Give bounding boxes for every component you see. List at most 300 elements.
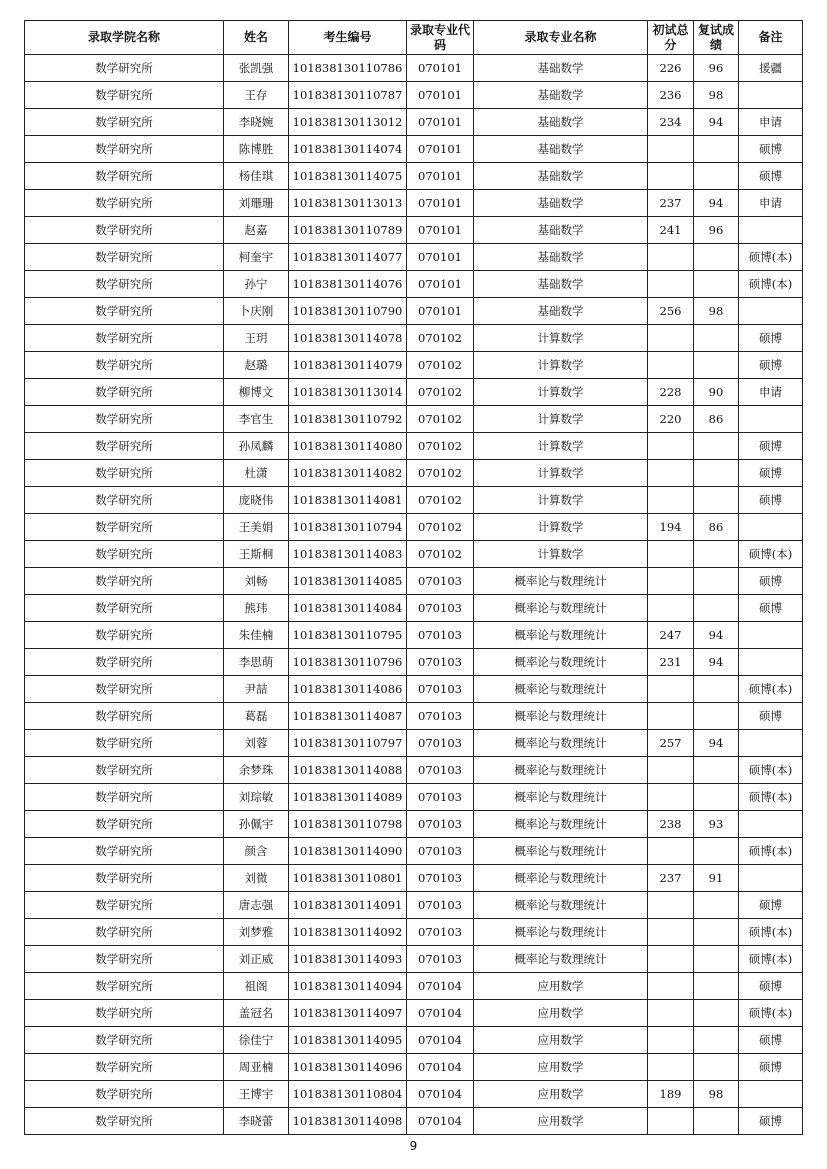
cell-initial-score: 189: [648, 1081, 694, 1108]
cell-initial-score: 237: [648, 190, 694, 217]
cell-retest-score: 98: [694, 82, 739, 109]
cell-institute: 数学研究所: [25, 838, 224, 865]
cell-candidate-no: 101838130114074: [289, 136, 407, 163]
cell-major-name: 应用数学: [474, 1108, 648, 1135]
cell-institute: 数学研究所: [25, 649, 224, 676]
table-row: [25, 460, 803, 487]
cell-remark: 申请: [739, 190, 803, 217]
table-row: [25, 622, 803, 649]
table-row: [25, 433, 803, 460]
cell-name: 卜庆刚: [224, 298, 289, 325]
cell-candidate-no: 101838130114082: [289, 460, 407, 487]
cell-retest-score: 94: [694, 649, 739, 676]
cell-candidate-no: 101838130114096: [289, 1054, 407, 1081]
cell-retest-score: 86: [694, 406, 739, 433]
cell-institute: 数学研究所: [25, 244, 224, 271]
cell-candidate-no: 101838130114078: [289, 325, 407, 352]
cell-initial-score: [648, 1027, 694, 1054]
cell-institute: 数学研究所: [25, 298, 224, 325]
cell-major-code: 070103: [407, 811, 474, 838]
cell-retest-score: 93: [694, 811, 739, 838]
cell-major-code: 070104: [407, 973, 474, 1000]
cell-institute: 数学研究所: [25, 136, 224, 163]
header-major-code: 录取专业代码: [407, 21, 474, 55]
cell-major-name: 应用数学: [474, 973, 648, 1000]
cell-institute: 数学研究所: [25, 487, 224, 514]
cell-retest-score: 91: [694, 865, 739, 892]
cell-major-code: 070103: [407, 865, 474, 892]
cell-name: 周亚楠: [224, 1054, 289, 1081]
cell-name: 柳博文: [224, 379, 289, 406]
table-row: [25, 109, 803, 136]
cell-retest-score: [694, 946, 739, 973]
cell-candidate-no: 101838130114081: [289, 487, 407, 514]
cell-major-code: 070103: [407, 595, 474, 622]
cell-major-name: 计算数学: [474, 433, 648, 460]
table-row: [25, 55, 803, 82]
cell-remark: 硕博(本): [739, 919, 803, 946]
cell-initial-score: [648, 703, 694, 730]
cell-remark: 硕博(本): [739, 838, 803, 865]
cell-candidate-no: 101838130114080: [289, 433, 407, 460]
table-row: [25, 946, 803, 973]
table-row: [25, 919, 803, 946]
cell-major-name: 应用数学: [474, 1000, 648, 1027]
table-row: [25, 406, 803, 433]
table-row: [25, 352, 803, 379]
cell-remark: 援疆: [739, 55, 803, 82]
cell-name: 王存: [224, 82, 289, 109]
cell-major-name: 概率论与数理统计: [474, 568, 648, 595]
cell-retest-score: 86: [694, 514, 739, 541]
cell-major-code: 070104: [407, 1054, 474, 1081]
cell-major-name: 概率论与数理统计: [474, 649, 648, 676]
cell-name: 赵嘉: [224, 217, 289, 244]
cell-major-code: 070104: [407, 1000, 474, 1027]
cell-candidate-no: 101838130114097: [289, 1000, 407, 1027]
cell-initial-score: [648, 271, 694, 298]
table-row: [25, 379, 803, 406]
table-row: [25, 1054, 803, 1081]
table-row: [25, 757, 803, 784]
cell-major-code: 070103: [407, 838, 474, 865]
cell-retest-score: [694, 271, 739, 298]
cell-remark: [739, 82, 803, 109]
cell-major-name: 概率论与数理统计: [474, 622, 648, 649]
cell-initial-score: [648, 325, 694, 352]
cell-initial-score: [648, 919, 694, 946]
cell-candidate-no: 101838130114088: [289, 757, 407, 784]
cell-name: 唐志强: [224, 892, 289, 919]
cell-major-name: 概率论与数理统计: [474, 703, 648, 730]
cell-remark: 硕博: [739, 1054, 803, 1081]
cell-initial-score: [648, 352, 694, 379]
cell-major-code: 070102: [407, 352, 474, 379]
admission-table-container: [24, 20, 802, 1135]
header-major-name: 录取专业名称: [474, 21, 648, 55]
cell-initial-score: [648, 1108, 694, 1135]
page-number: 9: [409, 1139, 418, 1153]
cell-candidate-no: 101838130113012: [289, 109, 407, 136]
cell-initial-score: [648, 757, 694, 784]
cell-retest-score: 94: [694, 190, 739, 217]
cell-remark: [739, 811, 803, 838]
cell-major-name: 应用数学: [474, 1081, 648, 1108]
cell-name: 孙凤麟: [224, 433, 289, 460]
cell-candidate-no: 101838130114092: [289, 919, 407, 946]
cell-name: 张凯强: [224, 55, 289, 82]
table-row: [25, 487, 803, 514]
cell-major-code: 070102: [407, 325, 474, 352]
table-row: [25, 541, 803, 568]
cell-major-name: 概率论与数理统计: [474, 811, 648, 838]
cell-major-code: 070103: [407, 568, 474, 595]
table-header-row: [25, 21, 803, 55]
cell-retest-score: [694, 487, 739, 514]
cell-major-code: 070101: [407, 271, 474, 298]
table-row: [25, 865, 803, 892]
cell-initial-score: 194: [648, 514, 694, 541]
cell-initial-score: 234: [648, 109, 694, 136]
cell-candidate-no: 101838130110792: [289, 406, 407, 433]
table-row: [25, 271, 803, 298]
cell-major-name: 基础数学: [474, 163, 648, 190]
cell-retest-score: [694, 352, 739, 379]
cell-institute: 数学研究所: [25, 865, 224, 892]
cell-remark: 硕博: [739, 973, 803, 1000]
cell-major-name: 基础数学: [474, 271, 648, 298]
header-retest-score: 复试成绩: [694, 21, 739, 55]
cell-name: 刘珊珊: [224, 190, 289, 217]
cell-retest-score: [694, 325, 739, 352]
cell-retest-score: 94: [694, 109, 739, 136]
cell-remark: 硕博(本): [739, 244, 803, 271]
cell-institute: 数学研究所: [25, 973, 224, 1000]
cell-name: 李思萌: [224, 649, 289, 676]
cell-major-name: 计算数学: [474, 379, 648, 406]
cell-name: 孙佩宇: [224, 811, 289, 838]
cell-name: 李官生: [224, 406, 289, 433]
table-row: [25, 730, 803, 757]
cell-initial-score: [648, 460, 694, 487]
cell-retest-score: [694, 973, 739, 1000]
cell-candidate-no: 101838130113013: [289, 190, 407, 217]
cell-name: 王斯桐: [224, 541, 289, 568]
cell-major-code: 070104: [407, 1027, 474, 1054]
cell-major-name: 计算数学: [474, 514, 648, 541]
cell-candidate-no: 101838130114085: [289, 568, 407, 595]
cell-name: 杜潇: [224, 460, 289, 487]
cell-major-code: 070101: [407, 55, 474, 82]
cell-retest-score: [694, 595, 739, 622]
cell-name: 盖冠名: [224, 1000, 289, 1027]
cell-initial-score: 237: [648, 865, 694, 892]
cell-name: 葛磊: [224, 703, 289, 730]
cell-remark: 硕博: [739, 460, 803, 487]
cell-major-name: 应用数学: [474, 1054, 648, 1081]
table-row: [25, 1108, 803, 1135]
cell-name: 刘畅: [224, 568, 289, 595]
cell-major-name: 概率论与数理统计: [474, 892, 648, 919]
cell-major-name: 概率论与数理统计: [474, 757, 648, 784]
cell-name: 孙宁: [224, 271, 289, 298]
table-row: [25, 325, 803, 352]
cell-remark: 硕博(本): [739, 1000, 803, 1027]
table-row: [25, 1000, 803, 1027]
cell-initial-score: [648, 1000, 694, 1027]
cell-institute: 数学研究所: [25, 433, 224, 460]
cell-major-name: 基础数学: [474, 109, 648, 136]
cell-institute: 数学研究所: [25, 1108, 224, 1135]
cell-candidate-no: 101838130110789: [289, 217, 407, 244]
cell-remark: 硕博: [739, 325, 803, 352]
cell-retest-score: 90: [694, 379, 739, 406]
cell-retest-score: [694, 757, 739, 784]
cell-candidate-no: 101838130110787: [289, 82, 407, 109]
cell-major-code: 070101: [407, 244, 474, 271]
cell-remark: [739, 514, 803, 541]
cell-major-name: 应用数学: [474, 1027, 648, 1054]
cell-institute: 数学研究所: [25, 352, 224, 379]
cell-major-code: 070101: [407, 82, 474, 109]
cell-remark: [739, 730, 803, 757]
cell-name: 刘梦雅: [224, 919, 289, 946]
cell-candidate-no: 101838130110804: [289, 1081, 407, 1108]
cell-retest-score: [694, 136, 739, 163]
cell-retest-score: [694, 676, 739, 703]
cell-remark: 申请: [739, 109, 803, 136]
table-row: [25, 82, 803, 109]
cell-remark: 硕博: [739, 568, 803, 595]
cell-candidate-no: 101838130114079: [289, 352, 407, 379]
cell-initial-score: [648, 163, 694, 190]
cell-institute: 数学研究所: [25, 1054, 224, 1081]
cell-major-name: 概率论与数理统计: [474, 730, 648, 757]
cell-major-name: 概率论与数理统计: [474, 838, 648, 865]
cell-major-name: 基础数学: [474, 55, 648, 82]
cell-candidate-no: 101838130114090: [289, 838, 407, 865]
cell-major-code: 070101: [407, 217, 474, 244]
cell-institute: 数学研究所: [25, 1027, 224, 1054]
cell-major-code: 070103: [407, 649, 474, 676]
cell-name: 刘蓉: [224, 730, 289, 757]
cell-major-name: 计算数学: [474, 325, 648, 352]
table-row: [25, 838, 803, 865]
cell-candidate-no: 101838130114093: [289, 946, 407, 973]
cell-retest-score: 96: [694, 217, 739, 244]
table-row: [25, 595, 803, 622]
cell-name: 刘微: [224, 865, 289, 892]
cell-initial-score: 238: [648, 811, 694, 838]
cell-initial-score: 226: [648, 55, 694, 82]
cell-major-name: 基础数学: [474, 217, 648, 244]
cell-major-name: 计算数学: [474, 460, 648, 487]
cell-major-code: 070102: [407, 379, 474, 406]
cell-initial-score: 236: [648, 82, 694, 109]
cell-major-name: 基础数学: [474, 82, 648, 109]
cell-candidate-no: 101838130110795: [289, 622, 407, 649]
cell-major-code: 070101: [407, 298, 474, 325]
cell-candidate-no: 101838130114083: [289, 541, 407, 568]
cell-retest-score: 94: [694, 622, 739, 649]
cell-candidate-no: 101838130114087: [289, 703, 407, 730]
cell-major-code: 070104: [407, 1108, 474, 1135]
cell-initial-score: [648, 892, 694, 919]
cell-major-code: 070104: [407, 1081, 474, 1108]
table-row: [25, 1027, 803, 1054]
cell-retest-score: [694, 703, 739, 730]
cell-name: 徐佳宁: [224, 1027, 289, 1054]
cell-name: 颜含: [224, 838, 289, 865]
cell-retest-score: [694, 1027, 739, 1054]
cell-major-name: 概率论与数理统计: [474, 946, 648, 973]
cell-retest-score: [694, 244, 739, 271]
cell-name: 余梦珠: [224, 757, 289, 784]
cell-major-code: 070103: [407, 676, 474, 703]
cell-major-code: 070102: [407, 460, 474, 487]
cell-major-code: 070103: [407, 784, 474, 811]
cell-institute: 数学研究所: [25, 811, 224, 838]
header-candidate-no: 考生编号: [289, 21, 407, 55]
cell-major-name: 概率论与数理统计: [474, 595, 648, 622]
cell-initial-score: 257: [648, 730, 694, 757]
cell-major-name: 计算数学: [474, 541, 648, 568]
table-row: [25, 136, 803, 163]
cell-candidate-no: 101838130114091: [289, 892, 407, 919]
cell-remark: 申请: [739, 379, 803, 406]
cell-remark: 硕博: [739, 433, 803, 460]
cell-major-code: 070101: [407, 136, 474, 163]
cell-major-code: 070102: [407, 514, 474, 541]
cell-institute: 数学研究所: [25, 514, 224, 541]
cell-retest-score: [694, 919, 739, 946]
cell-major-name: 计算数学: [474, 406, 648, 433]
cell-initial-score: [648, 676, 694, 703]
cell-candidate-no: 101838130110786: [289, 55, 407, 82]
cell-remark: [739, 649, 803, 676]
cell-name: 李晓婉: [224, 109, 289, 136]
cell-initial-score: 228: [648, 379, 694, 406]
cell-candidate-no: 101838130114075: [289, 163, 407, 190]
cell-remark: [739, 406, 803, 433]
cell-institute: 数学研究所: [25, 784, 224, 811]
table-row: [25, 703, 803, 730]
cell-institute: 数学研究所: [25, 217, 224, 244]
cell-institute: 数学研究所: [25, 676, 224, 703]
header-name: 姓名: [224, 21, 289, 55]
cell-institute: 数学研究所: [25, 703, 224, 730]
cell-remark: 硕博: [739, 1027, 803, 1054]
cell-name: 刘琮敏: [224, 784, 289, 811]
cell-major-code: 070101: [407, 190, 474, 217]
cell-initial-score: [648, 541, 694, 568]
cell-major-name: 基础数学: [474, 244, 648, 271]
cell-remark: 硕博: [739, 1108, 803, 1135]
cell-initial-score: [648, 838, 694, 865]
cell-institute: 数学研究所: [25, 271, 224, 298]
cell-institute: 数学研究所: [25, 82, 224, 109]
cell-major-code: 070103: [407, 703, 474, 730]
cell-major-code: 070103: [407, 730, 474, 757]
cell-institute: 数学研究所: [25, 946, 224, 973]
cell-name: 李晓蕾: [224, 1108, 289, 1135]
table-row: [25, 1081, 803, 1108]
cell-retest-score: [694, 460, 739, 487]
cell-candidate-no: 101838130110801: [289, 865, 407, 892]
cell-institute: 数学研究所: [25, 163, 224, 190]
cell-candidate-no: 101838130114089: [289, 784, 407, 811]
cell-remark: 硕博(本): [739, 946, 803, 973]
cell-candidate-no: 101838130110797: [289, 730, 407, 757]
cell-candidate-no: 101838130110796: [289, 649, 407, 676]
cell-major-name: 计算数学: [474, 487, 648, 514]
cell-remark: 硕博(本): [739, 541, 803, 568]
cell-retest-score: [694, 784, 739, 811]
cell-retest-score: [694, 433, 739, 460]
cell-initial-score: [648, 595, 694, 622]
cell-name: 王博宇: [224, 1081, 289, 1108]
cell-name: 陈博胜: [224, 136, 289, 163]
cell-institute: 数学研究所: [25, 568, 224, 595]
cell-institute: 数学研究所: [25, 541, 224, 568]
table-row: [25, 892, 803, 919]
cell-major-code: 070103: [407, 946, 474, 973]
cell-name: 柯奎宇: [224, 244, 289, 271]
table-row: [25, 244, 803, 271]
cell-retest-score: [694, 1054, 739, 1081]
cell-initial-score: 220: [648, 406, 694, 433]
cell-candidate-no: 101838130114086: [289, 676, 407, 703]
cell-name: 王玥: [224, 325, 289, 352]
cell-institute: 数学研究所: [25, 919, 224, 946]
cell-remark: 硕博: [739, 163, 803, 190]
table-row: [25, 298, 803, 325]
table-body: [25, 55, 803, 1135]
cell-major-code: 070103: [407, 919, 474, 946]
cell-initial-score: [648, 973, 694, 1000]
cell-candidate-no: 101838130114077: [289, 244, 407, 271]
cell-name: 尹喆: [224, 676, 289, 703]
cell-major-code: 070102: [407, 433, 474, 460]
cell-initial-score: [648, 1054, 694, 1081]
cell-major-code: 070103: [407, 892, 474, 919]
cell-name: 杨佳琪: [224, 163, 289, 190]
cell-name: 王美娟: [224, 514, 289, 541]
table-row: [25, 190, 803, 217]
table-row: [25, 676, 803, 703]
cell-major-name: 概率论与数理统计: [474, 676, 648, 703]
cell-name: 祖阁: [224, 973, 289, 1000]
header-institute: 录取学院名称: [25, 21, 224, 55]
table-row: [25, 973, 803, 1000]
cell-initial-score: 256: [648, 298, 694, 325]
cell-name: 朱佳楠: [224, 622, 289, 649]
cell-candidate-no: 101838130110794: [289, 514, 407, 541]
cell-institute: 数学研究所: [25, 406, 224, 433]
cell-initial-score: [648, 433, 694, 460]
cell-major-code: 070101: [407, 109, 474, 136]
cell-major-code: 070101: [407, 163, 474, 190]
cell-institute: 数学研究所: [25, 892, 224, 919]
cell-institute: 数学研究所: [25, 460, 224, 487]
cell-retest-score: [694, 163, 739, 190]
cell-institute: 数学研究所: [25, 379, 224, 406]
table-row: [25, 811, 803, 838]
cell-initial-score: [648, 568, 694, 595]
cell-name: 熊玮: [224, 595, 289, 622]
cell-name: 赵璐: [224, 352, 289, 379]
cell-candidate-no: 101838130110798: [289, 811, 407, 838]
